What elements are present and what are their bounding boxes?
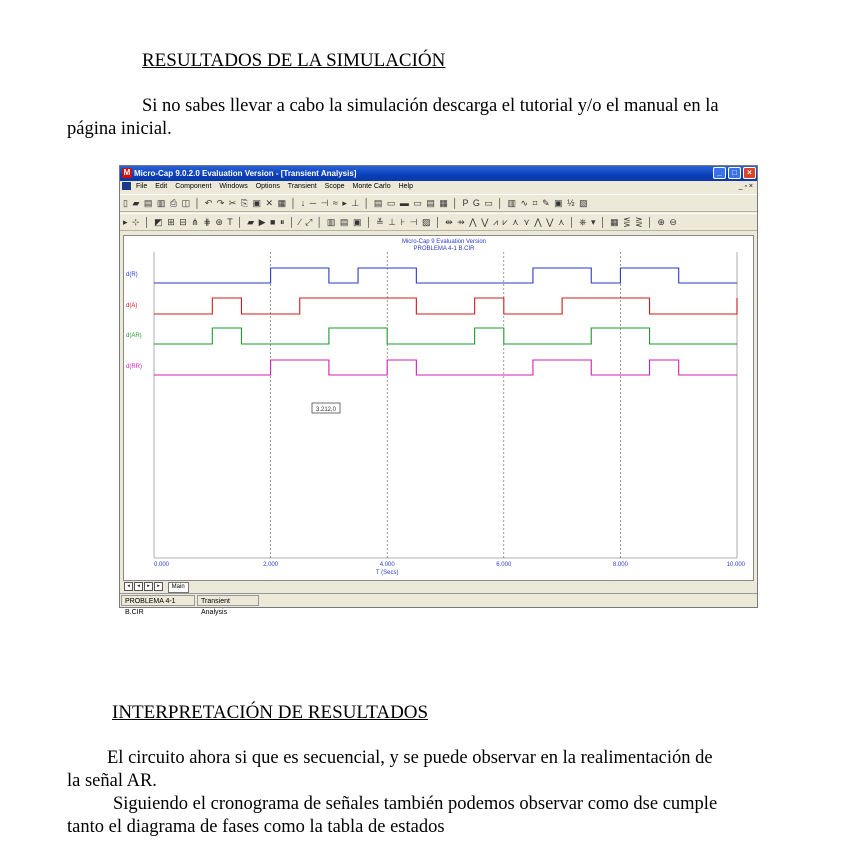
menu-edit[interactable]: Edit [155, 183, 168, 190]
p1-line-2: la señal AR. [67, 771, 157, 791]
waveform-drr [154, 360, 737, 375]
status-mode: Transient Analysis [197, 595, 259, 606]
waveform-dr [154, 268, 737, 283]
interpretation-heading: INTERPRETACIÓN DE RESULTADOS [112, 702, 429, 723]
intro-line-1: Si no sabes llevar a cabo la simulación descarga el tutorial y/o el manual en la [142, 96, 719, 116]
status-bar [120, 593, 757, 616]
p2-line-1: Siguiendo el cronograma de señales también podemos observar como dse cumple [113, 794, 718, 814]
page-tabs [123, 581, 754, 593]
menu-scope[interactable]: Scope [324, 183, 345, 190]
menu-component[interactable]: Component [175, 183, 212, 190]
transient-plot [124, 236, 753, 580]
chart-title: Micro-Cap 9 Evaluation Version [401, 239, 487, 245]
menu-help[interactable]: Help [398, 183, 413, 190]
x-tick-label: 0.000 [154, 562, 170, 568]
last-page-icon[interactable]: ▸ [154, 582, 163, 591]
toolbar-main[interactable]: ▯ ▰ ▤ ▥ ⎙ ◫ │ ↶ ↷ ✂ ⎘ ▣ ✕ ▦ │ ↓ ─ ⊣ ≈ ▸ ⊥ │ ▤ ▭ ▬ ▭ ▤ ▦ │ P G ▭ │ ▥ ∿ ⌗ ✎ ▣ ½ ▧ [120, 194, 757, 212]
intro-line-2: página inicial. [67, 119, 172, 139]
next-page-icon[interactable]: ▸ [144, 582, 153, 591]
document-icon [122, 182, 131, 190]
series-label: d(RR) [126, 364, 142, 370]
window-title: Micro-Cap 9.0.2.0 Evaluation Version - [Transient Analysis] [134, 169, 357, 178]
cursor-label: 3.212,0 [315, 407, 337, 413]
x-tick-label: 2.000 [263, 562, 279, 568]
x-tick-label: 10.000 [726, 562, 745, 568]
app-icon: M [123, 168, 131, 177]
menu-bar [120, 181, 757, 193]
x-tick-label: 8.000 [612, 562, 628, 568]
p2-line-2: tanto el diagrama de fases como la tabla de estados [67, 817, 445, 837]
maximize-button[interactable]: □ [728, 167, 741, 179]
menu-file[interactable]: File [135, 183, 148, 190]
microcap-window [119, 165, 758, 616]
chart-subtitle: PROBLEMA 4-1 B.CIR [413, 246, 475, 252]
title-bar[interactable] [120, 166, 757, 181]
waveform-dar [154, 328, 737, 344]
menu-options[interactable]: Options [255, 183, 280, 190]
interpretation-paragraphs [67, 747, 767, 847]
intro-paragraph [67, 95, 767, 143]
series-label: d(A) [126, 303, 138, 309]
close-button[interactable]: × [743, 167, 756, 179]
menu-windows[interactable]: Windows [219, 183, 248, 190]
document-window-controls[interactable]: _ ▫ × [738, 183, 753, 190]
minimize-button[interactable]: _ [713, 167, 726, 179]
toolbar-analysis[interactable]: ▸ ⊹ │ ◩ ⊞ ⊟ ⋔ ⋕ ⊛ T │ ▰ ▶ ■ ⏸ │ ∕ ⤢ │ ▥ ▤ ▣ │ ≚ ⊥ ⊦ ⊣ ▨ │ ⇹ ⇸ ⋀ ⋁ ⩘ ⩗ ⋏ ⋎ ⋀ ⋁ ⋏ │ ⎈ ▾ │ ▦ ⋚ ⋛ │ ⊕ ⊖ [120, 213, 757, 231]
plot-area[interactable] [123, 235, 754, 581]
series-label: d(AR) [126, 333, 142, 339]
menu-monte-carlo[interactable]: Monte Carlo [352, 183, 391, 190]
series-label: d(R) [126, 272, 138, 278]
status-file: PROBLEMA 4-1 B.CIR [121, 595, 195, 606]
x-tick-label: 6.000 [496, 562, 512, 568]
x-tick-label: 4.000 [379, 562, 395, 568]
first-page-icon[interactable]: ◂ [124, 582, 133, 591]
x-axis-label: T (Secs) [375, 570, 399, 576]
waveform-da [154, 298, 737, 314]
prev-page-icon[interactable]: ◂ [134, 582, 143, 591]
p1-line-1: El circuito ahora si que es secuencial, y se puede observar en la realimentación de [107, 748, 713, 768]
menu-transient[interactable]: Transient [287, 183, 317, 190]
results-heading: RESULTADOS DE LA SIMULACIÓN [142, 50, 446, 71]
tab-main[interactable]: Main [168, 582, 189, 593]
